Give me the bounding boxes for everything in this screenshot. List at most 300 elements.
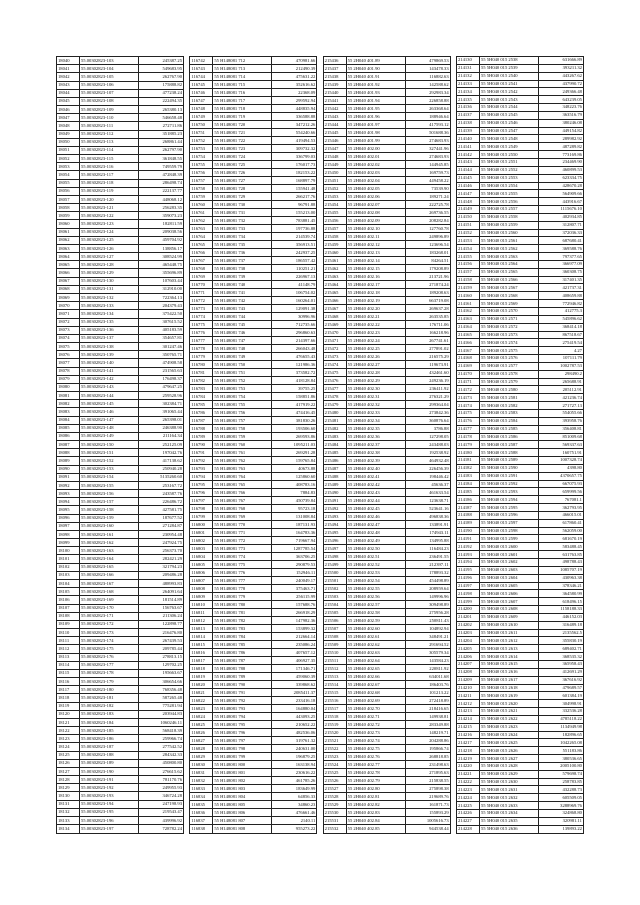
row-code-cell: 55 5H040 015 2543 xyxy=(479,96,538,104)
row-id-cell: 18056 xyxy=(57,187,80,195)
row-value-cell: 393211.32 xyxy=(538,64,583,72)
table-row xyxy=(456,253,583,261)
row-value-cell: 450800.80 xyxy=(139,759,184,767)
table-row xyxy=(190,89,317,97)
row-value-cell: 476661.46 xyxy=(272,809,317,817)
row-value-cell: 269637.28 xyxy=(405,305,450,313)
row-code-cell: 55 2H040 402.53 xyxy=(346,569,405,577)
row-code-cell: 55 H148081 788 xyxy=(213,665,272,673)
row-id-cell: 214214 xyxy=(456,715,479,723)
row-value-cell: 381830.26 xyxy=(272,417,317,425)
table-row xyxy=(57,416,184,424)
row-id-cell: 215499 xyxy=(323,561,346,569)
table-row xyxy=(57,277,184,285)
table-row xyxy=(323,657,450,665)
row-id-cell: 214202 xyxy=(456,621,479,629)
row-code-cell: 55 2H040 402.66 xyxy=(346,673,405,681)
row-id-cell: 214132 xyxy=(456,72,479,80)
row-id-cell: 116832 xyxy=(190,777,213,785)
row-id-cell: 18100 xyxy=(57,547,80,555)
row-code-cell: 55.00302823-190 xyxy=(80,767,139,775)
table-row xyxy=(190,177,317,185)
row-code-cell: 55 H148081 725 xyxy=(213,161,272,169)
row-code-cell: 55 H148081 778 xyxy=(213,585,272,593)
table-row xyxy=(323,489,450,497)
row-id-cell: 116796 xyxy=(190,489,213,497)
row-id-cell: 214133 xyxy=(456,80,479,88)
row-code-cell: 55 2H040 401.99 xyxy=(346,137,405,145)
row-value-cell: 262767.90 xyxy=(139,73,184,81)
row-id-cell: 116788 xyxy=(190,425,213,433)
row-code-cell: 55.00302823-179 xyxy=(80,678,139,686)
row-code-cell: 55 5H040 015 2546 xyxy=(479,119,538,127)
row-value-cell: 4398.80 xyxy=(538,464,583,472)
row-id-cell: 18118 xyxy=(57,694,80,702)
table-row xyxy=(190,153,317,161)
table-row xyxy=(323,137,450,145)
row-id-cell: 116769 xyxy=(190,273,213,281)
row-id-cell: 214212 xyxy=(456,700,479,708)
table-row xyxy=(323,361,450,369)
row-id-cell: 214211 xyxy=(456,692,479,700)
table-row xyxy=(57,228,184,236)
row-code-cell: 55.00302823-110 xyxy=(80,114,139,122)
row-code-cell: 55 2H040 402.35 xyxy=(346,425,405,433)
table-row xyxy=(456,292,583,300)
table-row xyxy=(323,225,450,233)
row-value-cell: 212664.14 xyxy=(272,633,317,641)
row-value-cell: 197042.76 xyxy=(139,449,184,457)
row-id-cell: 215507 xyxy=(323,625,346,633)
row-id-cell: 18093 xyxy=(57,490,80,498)
table-row xyxy=(190,721,317,729)
row-code-cell: 55 2H040 402.28 xyxy=(346,369,405,377)
row-id-cell: 18075 xyxy=(57,343,80,351)
row-id-cell: 18061 xyxy=(57,228,80,236)
row-id-cell: 214176 xyxy=(456,417,479,425)
row-value-cell: 246388.90 xyxy=(139,424,184,432)
row-id-cell: 18109 xyxy=(57,620,80,628)
table-row xyxy=(456,80,583,88)
row-id-cell: 214166 xyxy=(456,339,479,347)
table-row xyxy=(323,473,450,481)
row-value-cell: 487289.82 xyxy=(538,143,583,151)
table-row xyxy=(323,185,450,193)
row-code-cell: 55 H148081 718 xyxy=(213,105,272,113)
row-code-cell: 55.00302823-175 xyxy=(80,645,139,653)
table-row xyxy=(190,633,317,641)
row-value-cell: 259528.96 xyxy=(139,392,184,400)
row-value-cell: 240049.17 xyxy=(272,577,317,585)
row-code-cell: 55.00302823-133 xyxy=(80,302,139,310)
row-code-cell: 55 H148081 759 xyxy=(213,433,272,441)
row-code-cell: 55 H148081 757 xyxy=(213,417,272,425)
row-id-cell: 215511 xyxy=(323,657,346,665)
row-code-cell: 55 2H040 402.12 xyxy=(346,241,405,249)
table-row xyxy=(323,345,450,353)
row-value-cell: 364580.99 xyxy=(538,590,583,598)
row-code-cell: 55 2H040 402.29 xyxy=(346,377,405,385)
row-value-cell: 437990.72 xyxy=(538,80,583,88)
row-value-cell: 182153.22 xyxy=(272,169,317,177)
table-row xyxy=(190,105,317,113)
table-row xyxy=(190,73,317,81)
table-row xyxy=(456,355,583,363)
row-id-cell: 18067 xyxy=(57,277,80,285)
row-value-cell: 687680.41 xyxy=(538,237,583,245)
row-value-cell: 259966.74 xyxy=(139,735,184,743)
row-code-cell: 55.00302823-167 xyxy=(80,580,139,588)
row-code-cell: 55 2H040 402.52 xyxy=(346,561,405,569)
row-value-cell: 4370657.75 xyxy=(538,472,583,480)
table-row xyxy=(190,233,317,241)
row-id-cell: 215446 xyxy=(323,137,346,145)
row-code-cell: 55 5H040 015 2614 xyxy=(479,653,538,661)
row-id-cell: 116831 xyxy=(190,769,213,777)
row-code-cell: 55 5H040 015 2619 xyxy=(479,692,538,700)
table-row xyxy=(323,201,450,209)
row-id-cell: 116793 xyxy=(190,465,213,473)
row-code-cell: 55 H148081 717 xyxy=(213,97,272,105)
row-id-cell: 116777 xyxy=(190,337,213,345)
row-code-cell: 55 H148081 790 xyxy=(213,681,272,689)
row-id-cell: 116785 xyxy=(190,401,213,409)
row-id-cell: 116780 xyxy=(190,361,213,369)
table-row xyxy=(323,113,450,121)
table-row xyxy=(323,801,450,809)
row-value-cell: 350765.71 xyxy=(139,351,184,359)
row-code-cell: 55 H148081 726 xyxy=(213,169,272,177)
row-value-cell: 149996.96 xyxy=(405,593,450,601)
row-code-cell: 55.00302823-154 xyxy=(80,473,139,481)
row-code-cell: 55 2H040 402.51 xyxy=(346,553,405,561)
row-id-cell: 18131 xyxy=(57,800,80,808)
row-code-cell: 55 5H040 015 2609 xyxy=(479,613,538,621)
row-id-cell: 116797 xyxy=(190,497,213,505)
row-value-cell: 373582.72 xyxy=(272,369,317,377)
row-value-cell: 564909.66 xyxy=(538,190,583,198)
row-id-cell: 215436 xyxy=(323,57,346,65)
table-row xyxy=(323,65,450,73)
row-id-cell: 215470 xyxy=(323,329,346,337)
row-code-cell: 55 H148081 728 xyxy=(213,185,272,193)
table-row xyxy=(323,57,450,65)
row-value-cell: 73539.90 xyxy=(405,185,450,193)
table-row xyxy=(190,593,317,601)
row-value-cell: 142588.62 xyxy=(405,81,450,89)
table-row xyxy=(57,759,184,767)
row-id-cell: 116787 xyxy=(190,417,213,425)
row-id-cell: 215515 xyxy=(323,689,346,697)
row-value-cell: 366977.09 xyxy=(538,260,583,268)
row-value-cell: 363706.25 xyxy=(272,553,317,561)
row-value-cell: 1007328.74 xyxy=(538,457,583,465)
row-code-cell: 55.00302823-125 xyxy=(80,236,139,244)
row-value-cell: 282421.29 xyxy=(139,555,184,563)
row-id-cell: 18059 xyxy=(57,212,80,220)
row-id-cell: 116782 xyxy=(190,377,213,385)
row-id-cell: 214185 xyxy=(456,488,479,496)
row-id-cell: 116773 xyxy=(190,305,213,313)
table-row xyxy=(57,424,184,432)
row-value-cell: 155941.48 xyxy=(272,185,317,193)
row-id-cell: 116815 xyxy=(190,641,213,649)
table-row xyxy=(456,323,583,331)
table-row xyxy=(456,425,583,433)
table-row xyxy=(323,217,450,225)
row-code-cell: 55 5H040 015 2634 xyxy=(479,810,538,818)
row-code-cell: 55 H148081 807 xyxy=(213,817,272,825)
row-code-cell: 55 5H040 015 2615 xyxy=(479,660,538,668)
row-code-cell: 55 5H040 015 2574 xyxy=(479,339,538,347)
table-row xyxy=(190,249,317,257)
table-row xyxy=(456,794,583,802)
row-id-cell: 214181 xyxy=(456,457,479,465)
row-id-cell: 214207 xyxy=(456,660,479,668)
row-id-cell: 215463 xyxy=(323,273,346,281)
row-id-cell: 18079 xyxy=(57,375,80,383)
table-row xyxy=(190,185,317,193)
row-value-cell: 187131.93 xyxy=(272,521,317,529)
row-value-cell: 470981.66 xyxy=(272,57,317,65)
row-value-cell: 712735.66 xyxy=(272,321,317,329)
row-value-cell: 231565.63 xyxy=(139,367,184,375)
row-code-cell: 55 2H040 402.06 xyxy=(346,193,405,201)
row-code-cell: 55 H148081 760 xyxy=(213,441,272,449)
table-row xyxy=(456,653,583,661)
row-code-cell: 55 5H040 015 2580 xyxy=(479,386,538,394)
row-id-cell: 116835 xyxy=(190,801,213,809)
table-row xyxy=(456,260,583,268)
row-id-cell: 215532 xyxy=(323,825,346,834)
table-row xyxy=(57,400,184,408)
row-value-cell: 407657.12 xyxy=(272,649,317,657)
row-value-cell: 182811.59 xyxy=(139,220,184,228)
table-row xyxy=(323,649,450,657)
row-value-cell: 316489.18 xyxy=(538,621,583,629)
table-row xyxy=(323,793,450,801)
row-value-cell: 211306.24 xyxy=(139,612,184,620)
row-id-cell: 215501 xyxy=(323,577,346,585)
row-id-cell: 18087 xyxy=(57,441,80,449)
row-value-cell: 587265.48 xyxy=(139,694,184,702)
row-value-cell: 354657.81 xyxy=(139,334,184,342)
table-row xyxy=(323,665,450,673)
table-row xyxy=(456,684,583,692)
row-code-cell: 55 5H040 015 2585 xyxy=(479,425,538,433)
table-row xyxy=(57,122,184,130)
row-code-cell: 55 H148081 729 xyxy=(213,193,272,201)
row-code-cell: 55 2H040 402.72 xyxy=(346,721,405,729)
row-value-cell: 663719.08 xyxy=(405,297,450,305)
table-row xyxy=(456,551,583,559)
table-row xyxy=(190,321,317,329)
row-id-cell: 116836 xyxy=(190,809,213,817)
row-id-cell: 215521 xyxy=(323,737,346,745)
row-value-cell: 275419.54 xyxy=(538,339,583,347)
row-value-cell: 292983.34 xyxy=(405,89,450,97)
row-id-cell: 214197 xyxy=(456,582,479,590)
table-row xyxy=(323,265,450,273)
table-row xyxy=(190,329,317,337)
row-code-cell: 55 H148081 735 xyxy=(213,241,272,249)
row-value-cell: 30996.96 xyxy=(272,313,317,321)
row-value-cell: 143478.33 xyxy=(405,65,450,73)
row-code-cell: 55.00302823-127 xyxy=(80,253,139,261)
row-code-cell: 55 2H040 402.26 xyxy=(346,353,405,361)
row-value-cell: 176017.73 xyxy=(272,161,317,169)
row-value-cell: 474908.58 xyxy=(139,359,184,367)
table-row xyxy=(456,386,583,394)
row-value-cell: 476655.43 xyxy=(272,353,317,361)
row-value-cell: 417138.62 xyxy=(139,457,184,465)
table-row xyxy=(57,367,184,375)
table-row xyxy=(57,571,184,579)
row-code-cell: 55 H148081 734 xyxy=(213,233,272,241)
row-id-cell: 116802 xyxy=(190,537,213,545)
row-value-cell: 147982.36 xyxy=(272,617,317,625)
row-code-cell: 55 H148081 752 xyxy=(213,377,272,385)
row-code-cell: 55.00302823-178 xyxy=(80,669,139,677)
table-row xyxy=(190,577,317,585)
table-row xyxy=(456,778,583,786)
row-id-cell: 214140 xyxy=(456,135,479,143)
row-value-cell: 110251.21 xyxy=(272,265,317,273)
row-code-cell: 55 5H040 015 2575 xyxy=(479,347,538,355)
table-row xyxy=(323,433,450,441)
table-row xyxy=(323,641,450,649)
row-value-cell: 266043.48 xyxy=(272,345,317,353)
data-table xyxy=(56,56,184,834)
table-row xyxy=(456,394,583,402)
row-id-cell: 116838 xyxy=(190,825,213,834)
table-row xyxy=(190,129,317,137)
row-value-cell: 249955.93 xyxy=(139,784,184,792)
row-id-cell: 18081 xyxy=(57,392,80,400)
table-row xyxy=(57,653,184,661)
row-code-cell: 55 H148081 774 xyxy=(213,553,272,561)
row-id-cell: 214164 xyxy=(456,323,479,331)
table-row xyxy=(57,767,184,775)
row-value-cell: 339868.62 xyxy=(272,681,317,689)
row-code-cell: 55 H148081 802 xyxy=(213,777,272,785)
row-id-cell: 116789 xyxy=(190,433,213,441)
row-code-cell: 55.00302823-186 xyxy=(80,735,139,743)
table-row xyxy=(190,625,317,633)
row-code-cell: 55 5H040 015 2603 xyxy=(479,566,538,574)
row-id-cell: 215496 xyxy=(323,537,346,545)
row-code-cell: 55 5H040 015 2556 xyxy=(479,198,538,206)
row-value-cell: 772946.82 xyxy=(538,300,583,308)
row-id-cell: 116761 xyxy=(190,209,213,217)
row-value-cell: 222494.35 xyxy=(139,97,184,105)
row-id-cell: 116804 xyxy=(190,553,213,561)
row-value-cell: 226858.88 xyxy=(405,97,450,105)
row-id-cell: 214163 xyxy=(456,315,479,323)
row-id-cell: 215487 xyxy=(323,465,346,473)
row-id-cell: 116762 xyxy=(190,217,213,225)
table-row xyxy=(190,753,317,761)
row-id-cell: 116750 xyxy=(190,121,213,129)
row-code-cell: 55 5H040 015 2621 xyxy=(479,708,538,716)
row-code-cell: 55.00302823-131 xyxy=(80,285,139,293)
row-code-cell: 55.00302823-116 xyxy=(80,163,139,171)
row-id-cell: 18101 xyxy=(57,555,80,563)
row-id-cell: 214182 xyxy=(456,464,479,472)
row-value-cell: 681670.19 xyxy=(538,535,583,543)
row-id-cell: 214131 xyxy=(456,64,479,72)
row-code-cell: 55 2H040 402.17 xyxy=(346,281,405,289)
row-code-cell: 55 H148081 739 xyxy=(213,273,272,281)
row-id-cell: 116826 xyxy=(190,729,213,737)
row-code-cell: 55 H148081 796 xyxy=(213,729,272,737)
row-id-cell: 215483 xyxy=(323,433,346,441)
row-id-cell: 18107 xyxy=(57,604,80,612)
row-code-cell: 55.00302823-119 xyxy=(80,187,139,195)
row-code-cell: 55 H148081 772 xyxy=(213,537,272,545)
row-value-cell: 321794.23 xyxy=(139,563,184,571)
row-id-cell: 18099 xyxy=(57,539,80,547)
row-id-cell: 215486 xyxy=(323,457,346,465)
row-id-cell: 18114 xyxy=(57,661,80,669)
row-value-cell: 474416.45 xyxy=(272,409,317,417)
row-value-cell: 375463.71 xyxy=(272,585,317,593)
row-id-cell: 116794 xyxy=(190,473,213,481)
row-value-cell: 443267.62 xyxy=(538,72,583,80)
table-row xyxy=(323,161,450,169)
row-id-cell: 214152 xyxy=(456,229,479,237)
table-row xyxy=(190,57,317,65)
row-value-cell: 40673.88 xyxy=(272,465,317,473)
row-value-cell: 728782.24 xyxy=(139,825,184,833)
row-value-cell: 296860.63 xyxy=(272,329,317,337)
row-value-cell: 554055.66 xyxy=(538,409,583,417)
row-code-cell: 55 2H040 402.68 xyxy=(346,689,405,697)
row-value-cell: 169759.73 xyxy=(405,169,450,177)
row-id-cell: 116758 xyxy=(190,185,213,193)
row-id-cell: 116825 xyxy=(190,721,213,729)
row-value-cell: 39755.25 xyxy=(272,385,317,393)
row-value-cell: 298490.2 xyxy=(538,370,583,378)
row-code-cell: 55 H148081 733 xyxy=(213,225,272,233)
row-value-cell: 351885.23 xyxy=(139,130,184,138)
table-row xyxy=(190,601,317,609)
row-id-cell: 116821 xyxy=(190,689,213,697)
row-value-cell: 363516.79 xyxy=(538,111,583,119)
row-value-cell: 119673.91 xyxy=(405,361,450,369)
row-value-cell: 304998.91 xyxy=(538,700,583,708)
row-value-cell: 7884.83 xyxy=(272,489,317,497)
row-code-cell: 55 H148081 808 xyxy=(213,825,272,834)
row-code-cell: 55 5H040 015 2594 xyxy=(479,496,538,504)
row-id-cell: 18116 xyxy=(57,678,80,686)
row-id-cell: 215455 xyxy=(323,209,346,217)
table-row xyxy=(190,121,317,129)
table-row xyxy=(57,293,184,301)
row-value-cell: 129702.25 xyxy=(139,661,184,669)
row-id-cell: 214173 xyxy=(456,394,479,402)
row-code-cell: 55 H148081 801 xyxy=(213,769,272,777)
row-code-cell: 55.00302823-185 xyxy=(80,727,139,735)
row-id-cell: 215480 xyxy=(323,409,346,417)
table-row xyxy=(456,464,583,472)
row-id-cell: 116824 xyxy=(190,713,213,721)
row-id-cell: 214223 xyxy=(456,786,479,794)
row-id-cell: 18129 xyxy=(57,784,80,792)
row-id-cell: 215502 xyxy=(323,585,346,593)
row-value-cell: 719667.94 xyxy=(272,537,317,545)
row-code-cell: 55 H148081 751 xyxy=(213,369,272,377)
